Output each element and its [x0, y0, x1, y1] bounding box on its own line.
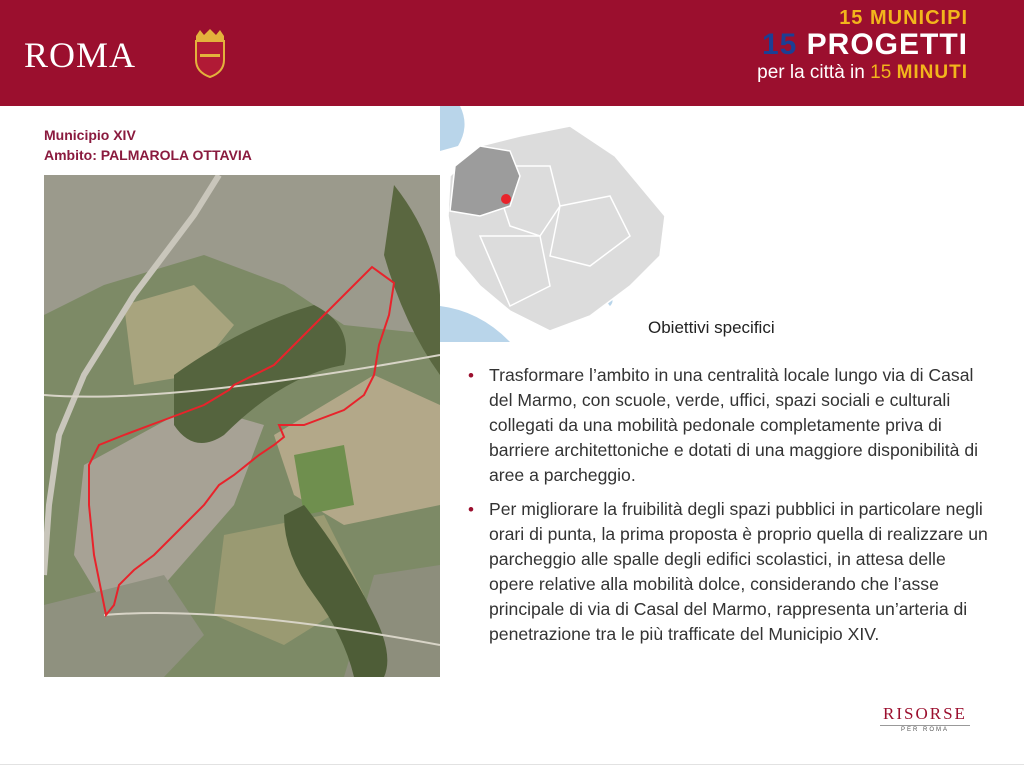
slogan-line-1: 15 MUNICIPI — [839, 7, 968, 29]
objective-text: Trasformare l’ambito in una centralità locale lungo via di Casal del Marmo, con scuole, verde, uffici, spazi sociali e culturali collegati da una mobilità pedonale completamente priva di barriere architettoniche e dotati di una maggiore disponibilità di aree a parcheggio. — [489, 365, 979, 485]
slogan-line-3: per la città in 15 MINUTI — [757, 62, 968, 83]
sea-area — [440, 306, 510, 342]
roma-crest-icon — [190, 28, 230, 78]
header-banner — [0, 0, 1024, 106]
ambito-name: Ambito: PALMAROLA OTTAVIA — [44, 147, 252, 163]
objective-text: Per migliorare la fruibilità degli spazi pubblici in particolare negli orari di punta, la prima proposta è proprio quella di realizzare un parcheggio alle spalle degli edifici scolastici, in attesa delle opere relative alla mobilità dolce, considerando che l’asse principale di via di Casal del Marmo, rappresenta un’arteria di penetrazione tra le più trafficate del Municipio XIV. — [489, 499, 988, 644]
lake-area — [440, 106, 465, 151]
slogan-line-2: 15 PROGETTI — [761, 28, 968, 61]
bullet-icon: • — [468, 500, 474, 519]
roma-logo: ROMA — [24, 35, 137, 75]
municipio-name: Municipio XIV — [44, 127, 136, 143]
objectives-list — [468, 363, 988, 656]
municipio-title — [44, 125, 252, 165]
objective-item — [468, 363, 988, 488]
objective-item — [468, 497, 988, 647]
green-field — [294, 445, 354, 515]
location-marker-icon — [501, 194, 511, 204]
risorse-brand: RISORSE — [883, 704, 967, 723]
aerial-map — [44, 175, 440, 677]
bullet-icon: • — [468, 366, 474, 385]
risorse-logo — [880, 704, 970, 733]
slogan — [757, 8, 968, 82]
risorse-sub: PER ROMA — [880, 725, 970, 733]
municipio-xiv-area — [450, 146, 520, 216]
objectives-heading: Obiettivi specifici — [648, 318, 775, 337]
footer-divider — [0, 764, 1024, 765]
locator-map — [440, 106, 680, 342]
